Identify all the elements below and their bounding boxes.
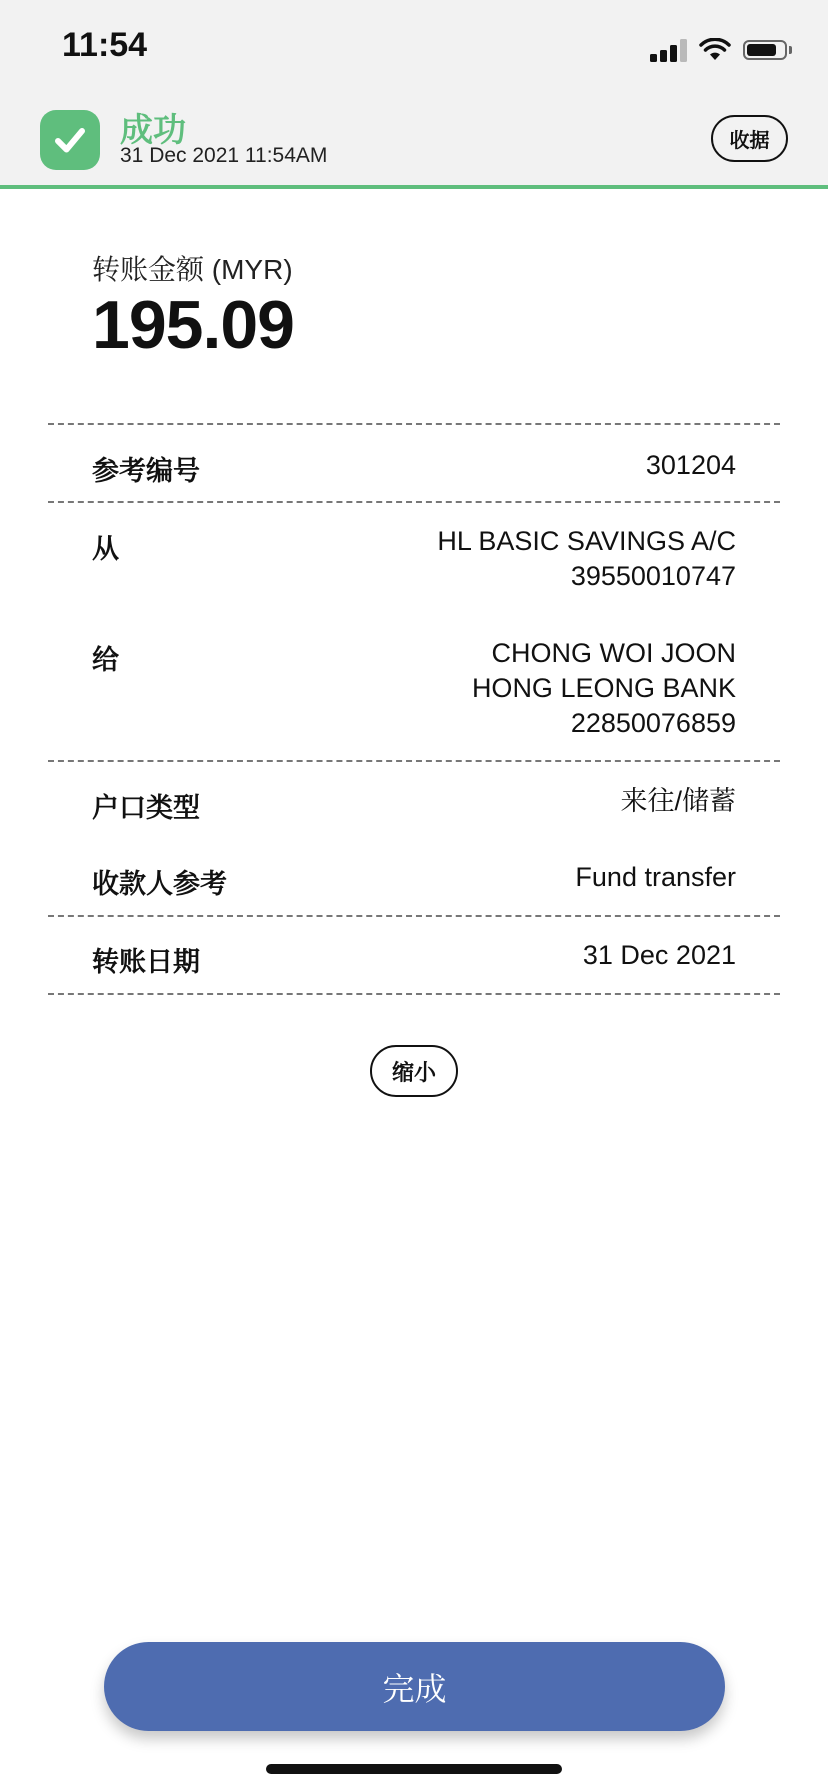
from-account-name: HL BASIC SAVINGS A/C bbox=[437, 526, 736, 556]
status-title: 成功 bbox=[120, 111, 186, 148]
home-indicator[interactable] bbox=[266, 1764, 562, 1774]
status-icons bbox=[650, 36, 792, 64]
transaction-status-header bbox=[0, 100, 828, 189]
divider bbox=[48, 760, 780, 762]
amount-value: 195.09 bbox=[92, 287, 294, 363]
transaction-datetime: 31 Dec 2021 11:54AM bbox=[120, 144, 328, 167]
amount-label: 转账金额 (MYR) bbox=[92, 254, 293, 285]
status-bar bbox=[0, 0, 828, 100]
divider bbox=[48, 423, 780, 425]
wifi-icon bbox=[699, 38, 731, 62]
account-type-label: 户口类型 bbox=[92, 793, 200, 823]
to-label: 给 bbox=[92, 645, 119, 675]
divider bbox=[48, 993, 780, 995]
cellular-signal-icon bbox=[650, 38, 687, 62]
receipt-button[interactable]: 收据 bbox=[711, 115, 788, 162]
from-label: 从 bbox=[92, 534, 119, 564]
recipient-account-number: 22850076859 bbox=[570, 708, 736, 738]
collapse-button[interactable]: 缩小 bbox=[370, 1045, 458, 1097]
from-account-number: 39550010747 bbox=[570, 561, 736, 591]
recipient-bank: HONG LEONG BANK bbox=[471, 673, 736, 703]
recipient-name: CHONG WOI JOON bbox=[491, 638, 736, 668]
transfer-date-value: 31 Dec 2021 bbox=[582, 940, 736, 970]
from-account bbox=[437, 524, 736, 594]
battery-icon bbox=[743, 40, 792, 60]
reference-value: 301204 bbox=[645, 450, 736, 480]
done-button[interactable]: 完成 bbox=[104, 1642, 725, 1731]
status-time: 11:54 bbox=[62, 26, 148, 64]
transfer-date-label: 转账日期 bbox=[92, 947, 200, 977]
recipient-reference-label: 收款人参考 bbox=[92, 869, 227, 899]
reference-label: 参考编号 bbox=[92, 456, 200, 486]
divider bbox=[48, 915, 780, 917]
to-account bbox=[472, 636, 736, 741]
success-check-icon bbox=[40, 110, 100, 170]
account-type-value: 来往/储蓄 bbox=[620, 786, 736, 816]
divider bbox=[48, 501, 780, 503]
recipient-reference-value: Fund transfer bbox=[575, 862, 736, 892]
